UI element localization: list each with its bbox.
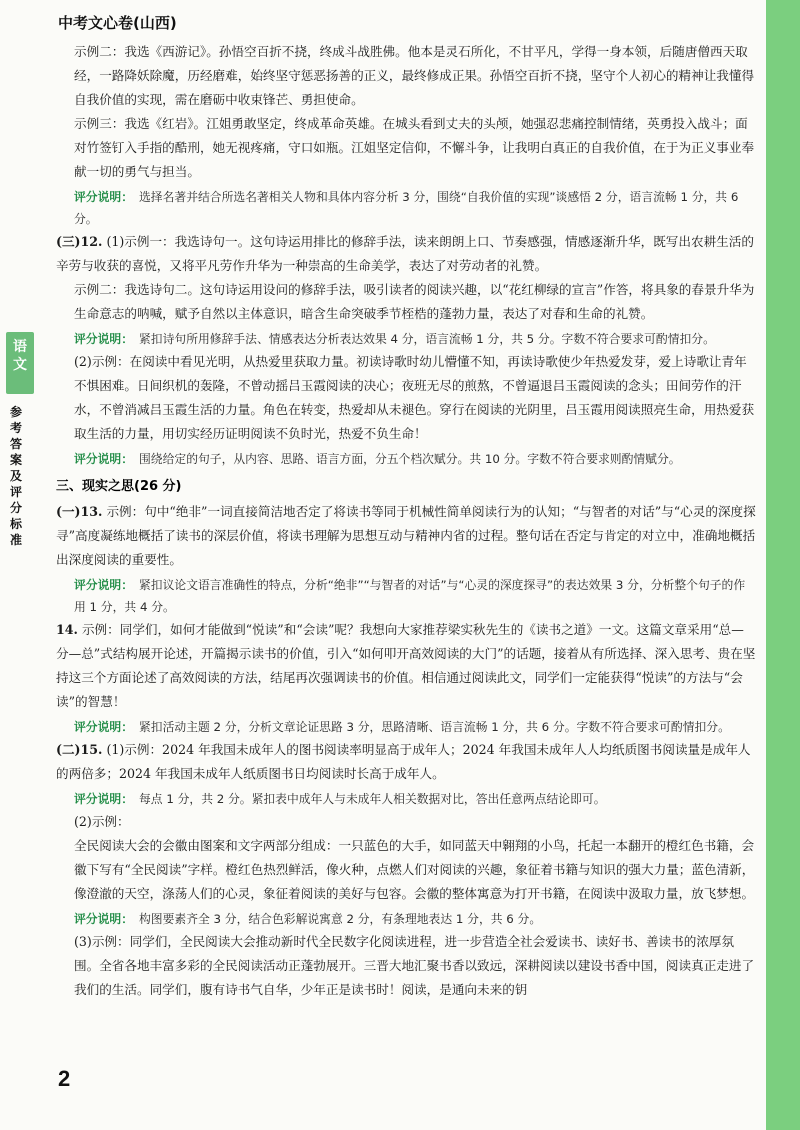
paragraph-text: (1)示例：2024 年我国未成年人的图书阅读率明显高于成年人；2024 年我国未成年人人均纸质图书阅读量是成年人的两倍多；2024 年我国未成年人纸质图书日均阅读时长高于成年人。	[56, 742, 751, 781]
paragraph-text: (2)示例：	[74, 814, 130, 829]
subject-tab	[6, 332, 34, 394]
scoring-note-text: 构图要素齐全 3 分，结合色彩解说寓意 2 分，有条理地表达 1 分，共 6 分。	[139, 912, 542, 926]
scoring-note-text: 选择名著并结合所选名著相关人物和具体内容分析 3 分，围绕“自我价值的实现”谈感悟 2 分，语言流畅 1 分，共 6 分。	[74, 190, 739, 226]
section-vertical-label: 参 考 答 案 及 评 分 标 准	[10, 405, 23, 547]
scoring-note-label: 评分说明：	[74, 792, 133, 806]
answer-paragraph	[56, 350, 756, 446]
paragraph-text: 示例二：我选诗句二。这句诗运用设问的修辞手法，吸引读者的阅读兴趣，以“花红柳绿的宣言”作答，将具象的春景升华为生命意志的呐喊，赋予自然以主体意识，暗含生命突破季节桎梏的蓬勃力量，表达了对春和生命的礼赞。	[74, 282, 755, 321]
answer-paragraph	[56, 40, 756, 112]
paragraph-text: 示例二：我选《西游记》。孙悟空百折不挠，终成斗战胜佛。他本是灵石所化，不甘平凡，学得一身本领，后随唐僧西天取经，一路降妖除魔，历经磨难，始终坚守惩恶扬善的正义，最终修成正果。孙悟空百折不挠，坚守个人初心的精神让我懂得自我价值的实现，需在磨砺中收束锋芒、勇担使命。	[74, 44, 755, 107]
answer-paragraph	[56, 834, 756, 906]
scoring-note-label: 评分说明：	[74, 190, 133, 204]
question-number: 14.	[56, 622, 78, 637]
answer-paragraph	[56, 112, 756, 184]
answer-paragraph	[56, 738, 756, 786]
answer-paragraph	[56, 230, 756, 278]
paragraph-text: (2)示例：在阅读中看见光明，从热爱里获取力量。初读诗歌时幼儿懵懂不知，再读诗歌使少年热爱发芽，爱上诗歌让青年不惧困难。日间织机的轰隆，不曾动摇吕玉霞阅读的决心；夜班无尽的煎熬，不曾逼退吕玉霞阅读的念头；田间劳作的汗水，不曾消减吕玉霞生活的力量。角色在转变，热爱却从未褪色。穿行在阅读的光阴里，吕玉霞用阅读照亮生命，用热爱获取生活的力量，用切实经历证明阅读不负时光，热爱不负生命！	[74, 354, 755, 441]
paragraph-text: (1)示例一：我选诗句一。这句诗运用排比的修辞手法，读来朗朗上口、节奏感强，情感逐渐升华，既写出农耕生活的辛劳与收获的喜悦，又将平凡劳作升华为一种崇高的生命美学，表达了对劳动者的礼赞。	[56, 234, 754, 273]
scoring-note-label: 评分说明：	[74, 720, 133, 734]
scoring-note-label: 评分说明：	[74, 332, 133, 346]
content-area	[56, 40, 756, 1002]
scoring-note	[56, 328, 756, 350]
page-header: 中考文心卷(山西)	[58, 14, 177, 32]
scoring-note-text: 紧扣议论文语言准确性的特点，分析“绝非”“与智者的对话”与“心灵的深度探寻”的表达效果 3 分，分析整个句子的作用 1 分，共 4 分。	[74, 578, 746, 614]
answer-paragraph	[56, 500, 756, 572]
paragraph-text: (3)示例：同学们，全民阅读大会推动新时代全民数字化阅读进程，进一步营造全社会爱读书、读好书、善读书的浓厚氛围。全省各地丰富多彩的全民阅读活动正蓬勃展开。三晋大地汇聚书香以致远，深耕阅读以建设书香中国，阅读真正走进了我们的生活。同学们，腹有诗书气自华，少年正是读书时！阅读，是通向未来的钥	[74, 934, 755, 997]
scoring-note-label: 评分说明：	[74, 452, 133, 466]
question-number: (三)12.	[56, 234, 103, 249]
scoring-note-text: 紧扣活动主题 2 分，分析文章论证思路 3 分，思路清晰、语言流畅 1 分，共 6 分。字数不符合要求可酌情扣分。	[139, 720, 730, 734]
page-number: 2	[58, 1066, 71, 1091]
scoring-note	[56, 186, 756, 230]
answer-paragraph	[56, 618, 756, 714]
scoring-note-text: 紧扣诗句所用修辞手法、情感表达分析表达效果 4 分，语言流畅 1 分，共 5 分。字数不符合要求可酌情扣分。	[139, 332, 715, 346]
scoring-note	[56, 448, 756, 470]
scoring-note-label: 评分说明：	[74, 912, 133, 926]
scoring-note-text: 每点 1 分，共 2 分。紧扣表中成年人与未成年人相关数据对比，答出任意两点结论即可。	[139, 792, 606, 806]
scoring-note	[56, 574, 756, 618]
scoring-note	[56, 788, 756, 810]
scoring-note-label: 评分说明：	[74, 578, 133, 592]
answer-paragraph	[56, 810, 756, 834]
answer-paragraph	[56, 930, 756, 1002]
answer-paragraph	[56, 278, 756, 326]
paragraph-text: 示例：句中“绝非”一词直接简洁地否定了将读书等同于机械性简单阅读行为的认知；“与智者的对话”与“心灵的深度探寻”高度凝练地概括了读书的深层价值，将读书理解为思想互动与精神内省的过程。整句话在否定与肯定的对立中，准确地概括出深度阅读的重要性。	[56, 504, 756, 567]
paragraph-text: 全民阅读大会的会徽由图案和文字两部分组成：一只蓝色的大手，如同蓝天中翱翔的小鸟，托起一本翻开的橙红色书籍，会徽下写有“全民阅读”字样。橙红色热烈鲜活，像火种，点燃人们对阅读的兴趣，象征着书籍与知识的强大力量；蓝色清新，像澄澈的天空，涤荡人们的心灵，象征着阅读的美好与包容。会徽的整体寓意为打开书籍，在阅读中汲取力量，放飞梦想。	[74, 838, 755, 901]
subject-label: 语 文	[13, 339, 27, 373]
paragraph-text: 示例：同学们，如何才能做到“悦读”和“会读”呢？我想向大家推荐梁实秋先生的《读书之道》一文。这篇文章采用“总—分—总”式结构展开论述，开篇揭示读书的价值，引入“如何叩开高效阅读的大门”的话题，接着从有所选择、深入思考、贵在坚持这三个方面论述了高效阅读的方法，结尾再次强调读书的价值。相信通过阅读此文，同学们一定能获得“悦读”的方法与“会读”的智慧！	[56, 622, 756, 709]
paragraph-text: 示例三：我选《红岩》。江姐勇敢坚定，终成革命英雄。在城头看到丈夫的头颅，她强忍悲痛控制情绪，英勇投入战斗；面对竹签钉入手指的酷刑，她无视疼痛，守口如瓶。江姐坚定信仰，不懈斗争，让我明白真正的自我价值，在于为正义事业奉献一切的勇气与担当。	[74, 116, 755, 179]
question-number: (二)15.	[56, 742, 103, 757]
scoring-note-text: 围绕给定的句子，从内容、思路、语言方面，分五个档次赋分。共 10 分。字数不符合要求则酌情赋分。	[139, 452, 681, 466]
left-sidebar	[0, 332, 40, 640]
section-heading: 三、现实之思(26 分)	[56, 479, 182, 494]
scoring-note	[56, 908, 756, 930]
scoring-note	[56, 716, 756, 738]
right-edge-bar	[766, 0, 800, 1130]
question-number: (一)13.	[56, 504, 103, 519]
